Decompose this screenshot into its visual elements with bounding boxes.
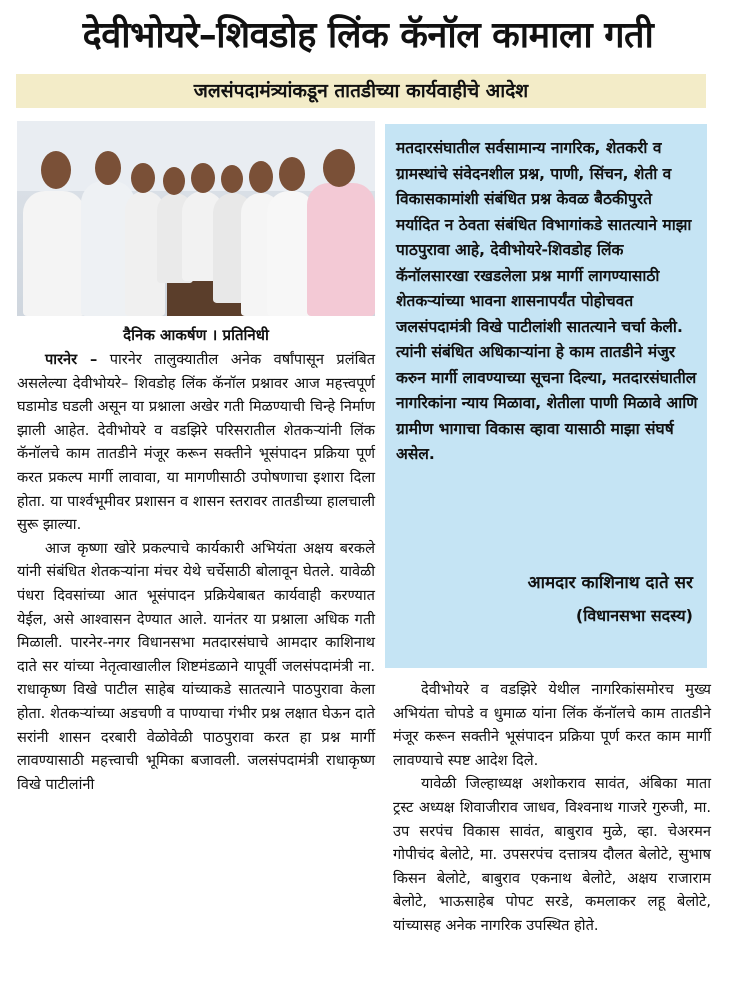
quote-author-role: (विधानसभा सदस्य) xyxy=(575,606,693,625)
article-paragraph: यावेळी जिल्हाध्यक्ष अशोकराव सावंत, अंबिका माता ट्रस्ट अध्यक्ष शिवाजीराव जाधव, विश्वनाथ गाजरे गुरुजी, मा. उप सरपंच विकास सावंत, बाबुराव मुळे, व्हा. चेअरमन गोपीचंद बेलोटे, मा. उपसरपंच दत्तात्रय दौलत बेलोटे, सुभाष किसन बेलोटे, बाबुराव एकनाथ बेलोटे, अक्षय राजाराम बेलोटे, भाऊसाहेब पोपट सरडे, कमलाकर लहू बेलोटे, यांच्यासह अनेक नागरिक उपस्थित होते. xyxy=(393,775,711,934)
headline: देवीभोयरे–शिवडोह लिंक कॅनॉल कामाला गती xyxy=(82,15,654,56)
subheadline: जलसंपदामंत्र्यांकडून तातडीच्या कार्यवाहीचे आदेश xyxy=(16,74,706,108)
article-paragraph: आज कृष्णा खोरे प्रकल्पाचे कार्यकारी अभियंता अक्षय बरकले यांनी संबंधित शेतकऱ्यांना मंचर येथे चर्चेसाठी बोलावून घेतले. यावेळी पंधरा दिवसांच्या आत भूसंपादन प्रक्रियेबाबत कार्यवाही करण्यात येईल, असे आश्वासन देण्यात आले. यानंतर या प्रश्नाला अधिक गती मिळाली. पारनेर-नगर विधानसभा मतदारसंघाचे आमदार काशिनाथ दाते सर यांच्या नेतृत्वाखालील शिष्टमंडळाने यापूर्वी जलसंपदामंत्री ना. राधाकृष्ण विखे पाटील साहेब यांच्याकडे सातत्याने पाठपुरावा केला होता. शेतकऱ्यांच्या अडचणी व पाण्याचा गंभीर प्रश्न लक्षात घेऊन दाते सरांनी शासन दरबारी वेळोवेळी पाठपुरावा करत हा प्रश्न मार्गी लावण्यासाठी महत्त्वाची भूमिका बजावली. जलसंपदामंत्री राधाकृष्ण विखे पाटीलांनी xyxy=(17,539,375,793)
article-paragraph: देवीभोयरे व वडझिरे येथील नागरिकांसमोरच मुख्य अभियंता चोपडे व धुमाळ यांना लिंक कॅनॉलचे काम तातडीने मंजूर करून सक्तीने भूसंपादन प्रक्रिया पूर्ण करत काम मार्गी लावण्याचे स्पष्ट आदेश दिले. xyxy=(393,681,711,769)
byline: दैनिक आकर्षण । प्रतिनिधी xyxy=(123,326,269,344)
quote-text: मतदारसंघातील सर्वसामान्य नागरिक, शेतकरी व ग्रामस्थांचे संवेदनशील प्रश्न, पाणी, सिंचन, शेती व विकासकामांशी संबंधित प्रश्न केवळ बैठकीपुरते मर्यादित न ठेवता संबंधित विभागांकडे सातत्याने माझा पाठपुरावा आहे, देवीभोयरे-शिवडोह लिंक कॅनॉलसारखा रखडलेला प्रश्न मार्गी लागण्यासाठी शेतकऱ्यांच्या भावना शासनापर्यंत पोहोचवत जलसंपदामंत्री विखे पाटीलांशी सातत्याने चर्चा केली. त्यांनी संबंधित अधिकाऱ्यांना हे काम तातडीने मंजुर करुन मार्गी लावण्याच्या सूचना दिल्या, मतदारसंघातील नागरिकांना न्याय मिळावा, शेतीला पाणी मिळावे आणि ग्रामीण भागाचा विकास व्हावा यासाठी माझा संघर्ष असेल. xyxy=(396,139,698,463)
article-column-left xyxy=(17,348,375,796)
quote-box xyxy=(385,124,707,668)
article-paragraph: पारनेर – पारनेर तालुक्यातील अनेक वर्षांपासून प्रलंबित असलेल्या देवीभोयरे– शिवडोह लिंक कॅनॉल प्रश्नावर आज महत्त्वपूर्ण घडामोड घडली असून या प्रश्नाला अखेर गती मिळण्याची चिन्हे निर्माण झाली आहेत. देवीभोयरे व वडझिरे परिसरातील शेतकऱ्यांनी लिंक कॅनॉलचे काम तातडीने मंजूर करून सक्तीने भूसंपादन प्रक्रिया पूर्ण करत प्रकल्प मार्गी लावावा, या मागणीसाठी उपोषणाचा इशारा दिला होता. या पार्श्वभूमीवर प्रशासन व शासन स्तरावर तातडीच्या हालचाली सुरू झाल्या. xyxy=(17,351,376,534)
quote-author: आमदार काशिनाथ दाते सर xyxy=(527,573,693,593)
dateline: पारनेर – xyxy=(45,351,98,368)
news-photo xyxy=(17,121,375,316)
article-column-right xyxy=(393,678,711,938)
